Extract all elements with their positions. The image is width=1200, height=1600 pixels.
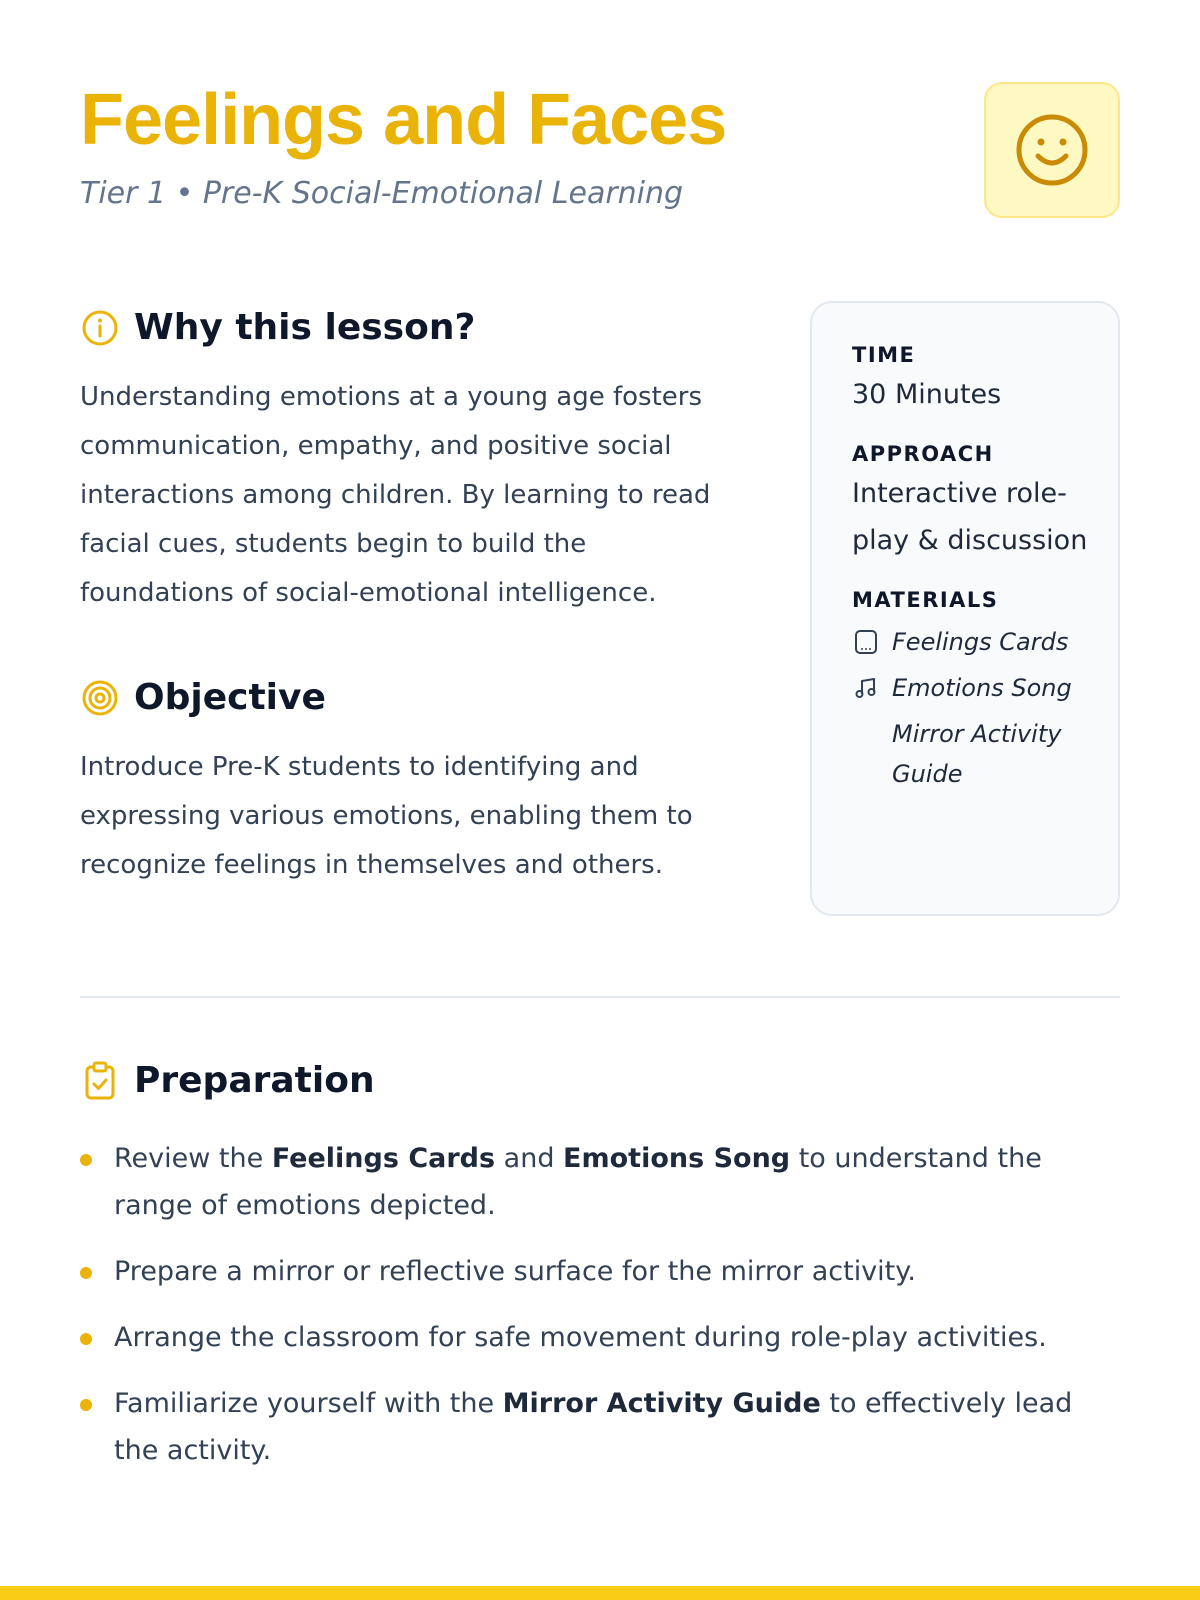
- time-label: TIME: [852, 343, 916, 367]
- page-subtitle: Tier 1 • Pre-K Social-Emotional Learning: [80, 176, 684, 211]
- bullet-dot: [80, 1333, 92, 1345]
- preparation-item: Familiarize yourself with the Mirror Activity Guide to effectively lead the activity.: [80, 1380, 1120, 1474]
- material-name: Emotions Song: [892, 674, 1072, 702]
- preparation-list: [80, 1135, 1120, 1493]
- preparation-section-heading: [80, 1060, 375, 1101]
- material-item: [852, 714, 1098, 794]
- materials-label: MATERIALS: [852, 588, 999, 612]
- approach-label: APPROACH: [852, 442, 994, 466]
- objective-body: Introduce Pre-K students to identifying and expressing various emotions, enabling them to recognize feelings in themselves and others.: [80, 752, 693, 880]
- material-name: Feelings Cards: [892, 628, 1069, 656]
- objective-heading: Objective: [134, 677, 326, 718]
- lesson-logo: [984, 82, 1120, 218]
- material-reference: Emotions Song: [563, 1143, 791, 1174]
- bullet-dot: [80, 1154, 92, 1166]
- objective-section-heading: [80, 677, 326, 718]
- preparation-item: Arrange the classroom for safe movement during role-play activities.: [80, 1314, 1120, 1361]
- material-reference: Mirror Activity Guide: [502, 1388, 821, 1419]
- smiley-face-icon: [1014, 112, 1090, 188]
- material-item: [852, 668, 1098, 708]
- lesson-details-card: [810, 301, 1120, 916]
- why-body: Understanding emotions at a young age fosters communication, empathy, and positive social interactions among children. By learning to read facial cues, students begin to build the foundations of social-emotional intelligence.: [80, 382, 711, 608]
- why-section-heading: [80, 307, 475, 348]
- bullet-dot: [80, 1267, 92, 1279]
- target-icon: [80, 678, 120, 718]
- material-name: Mirror Activity Guide: [892, 720, 1062, 788]
- music-note-icon: [852, 668, 880, 708]
- page-title: Feelings and Faces: [80, 80, 727, 160]
- preparation-item: Prepare a mirror or reflective surface for the mirror activity.: [80, 1248, 1120, 1295]
- clipboard-check-icon: [80, 1061, 120, 1101]
- bullet-dot: [80, 1399, 92, 1411]
- why-heading: Why this lesson?: [134, 307, 476, 348]
- section-divider: [80, 996, 1120, 998]
- materials-list: [852, 622, 1098, 794]
- cards-icon: [852, 622, 880, 662]
- preparation-item: Review the Feelings Cards and Emotions Song to understand the range of emotions depicted.: [80, 1135, 1120, 1229]
- lesson-header: [80, 78, 1120, 228]
- footer-accent-bar: [0, 1586, 1200, 1600]
- approach-value: Interactive role-play & discussion: [852, 478, 1088, 556]
- preparation-heading: Preparation: [134, 1060, 375, 1101]
- info-icon: [80, 308, 120, 348]
- material-reference: Feelings Cards: [271, 1143, 496, 1174]
- time-value: 30 Minutes: [852, 379, 1002, 410]
- material-item: [852, 622, 1098, 662]
